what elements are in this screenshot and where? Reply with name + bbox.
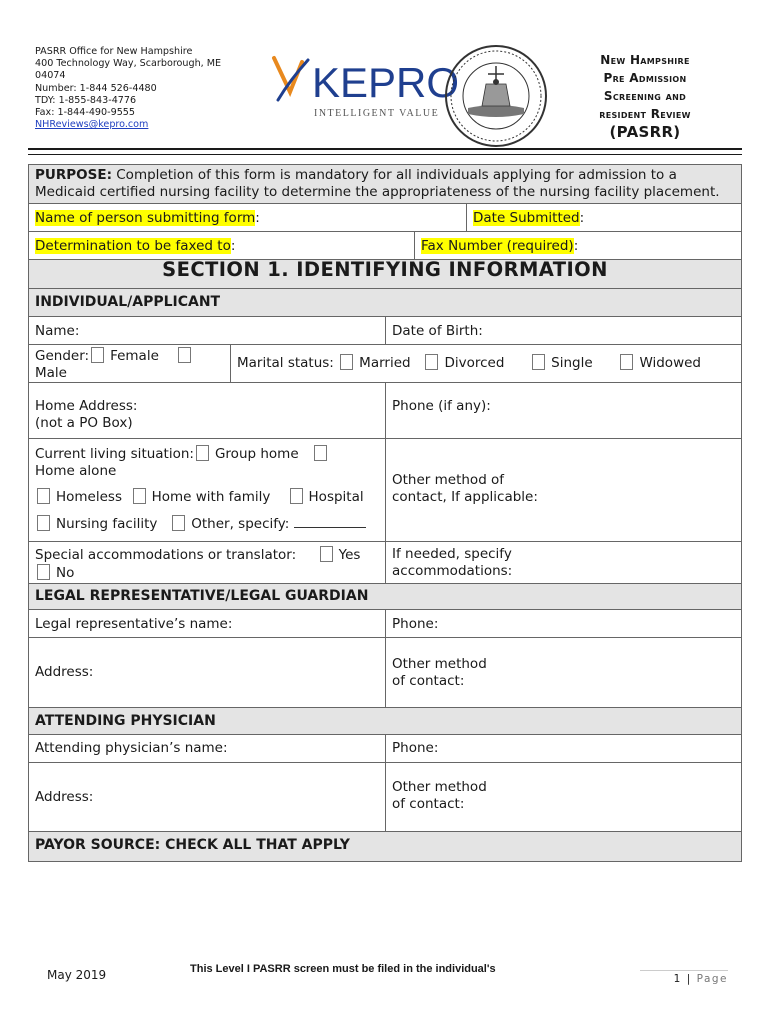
home-family-checkbox[interactable]	[133, 488, 146, 504]
form-title: New Hampshire Pre Admission Screening and resident Review (PASRR)	[599, 53, 691, 141]
footer-note: This Level I PASRR screen must be filed in the individual's	[190, 963, 496, 975]
legal-header-row	[29, 583, 741, 609]
physician-name-field[interactable]: Attending physician’s name:	[35, 740, 228, 756]
header-divider-thin	[28, 154, 742, 155]
other-contact-field[interactable]: Other method of contact, If applicable:	[385, 439, 741, 541]
logo-tagline: INTELLIGENT VALUE	[314, 108, 440, 119]
no-checkbox[interactable]	[37, 564, 50, 580]
home-alone-checkbox[interactable]	[314, 445, 327, 461]
yes-checkbox[interactable]	[320, 546, 333, 562]
nursing-facility-checkbox[interactable]	[37, 515, 50, 531]
purpose-text: PURPOSE: Completion of this form is mandatory for all individuals applying for admission to a Medicaid certified nursing facility to determine the appropriateness of the nursing facility placement.	[35, 167, 720, 200]
individual-header: INDIVIDUAL/APPLICANT	[35, 294, 221, 310]
office-fax: Fax: 1-844-490-9555	[35, 107, 136, 119]
legal-phone-field[interactable]: Phone:	[385, 610, 741, 637]
header-divider	[28, 148, 742, 150]
accommodations-specify-field[interactable]: If needed, specify accommodations:	[385, 542, 741, 583]
divorced-checkbox[interactable]	[425, 354, 438, 370]
submitter-row	[29, 203, 741, 231]
home-address-field[interactable]: Home Address: (not a PO Box)	[35, 398, 138, 431]
married-checkbox[interactable]	[340, 354, 353, 370]
fax-row	[29, 231, 741, 259]
living-situation-field: Current living situation: Group home Home alone Homeless Home with family Hospital Nursing facility Other, specify:	[29, 439, 385, 541]
office-street: 400 Technology Way, Scarborough, ME	[35, 58, 222, 70]
phone-any-field[interactable]: Phone (if any):	[385, 383, 741, 438]
office-zip: 04074	[35, 70, 66, 82]
submitter-field[interactable]: Name of person submitting form:	[35, 210, 260, 226]
gender-marital-row	[29, 344, 741, 382]
section1-title: SECTION 1. IDENTIFYING INFORMATION	[162, 258, 608, 281]
payor-header-row	[29, 831, 741, 861]
marital-status-field: Marital status: Married Divorced Single Widowed	[230, 345, 741, 382]
page-number: 1 | Page	[640, 970, 728, 985]
physician-other-contact-field[interactable]: Other method of contact:	[385, 763, 741, 831]
name-dob-row	[29, 316, 741, 344]
widowed-checkbox[interactable]	[620, 354, 633, 370]
other-specify-input[interactable]	[294, 516, 366, 528]
physician-header-row	[29, 707, 741, 734]
kepro-logo	[268, 50, 460, 120]
legal-header: LEGAL REPRESENTATIVE/LEGAL GUARDIAN	[35, 588, 369, 604]
female-checkbox[interactable]	[91, 347, 104, 363]
footer-date: May 2019	[47, 968, 107, 982]
legal-name-row	[29, 609, 741, 637]
physician-header: ATTENDING PHYSICIAN	[35, 713, 216, 729]
legal-address-row	[29, 637, 741, 707]
individual-header-row	[29, 288, 741, 316]
physician-address-field[interactable]: Address:	[35, 789, 94, 805]
hospital-checkbox[interactable]	[290, 488, 303, 504]
single-checkbox[interactable]	[532, 354, 545, 370]
nh-state-seal	[444, 44, 548, 148]
purpose-row	[29, 165, 741, 203]
physician-phone-field[interactable]: Phone:	[385, 735, 741, 762]
section1-title-row	[29, 259, 741, 288]
living-situation-row	[29, 438, 741, 541]
accommodations-row	[29, 541, 741, 583]
other-specify-checkbox[interactable]	[172, 515, 185, 531]
date-submitted-field[interactable]: Date Submitted:	[466, 204, 741, 231]
pasrr-form	[28, 164, 742, 862]
physician-address-row	[29, 762, 741, 831]
office-tdy: TDY: 1-855-843-4776	[35, 94, 137, 106]
group-home-checkbox[interactable]	[196, 445, 209, 461]
applicant-name-field[interactable]: Name:	[35, 323, 80, 339]
legal-address-field[interactable]: Address:	[35, 664, 94, 680]
homeless-checkbox[interactable]	[37, 488, 50, 504]
office-name: PASRR Office for New Hampshire	[35, 46, 193, 57]
fax-number-field[interactable]: Fax Number (required):	[414, 232, 741, 259]
payor-header: PAYOR SOURCE: CHECK ALL THAT APPLY	[35, 837, 350, 853]
male-checkbox[interactable]	[178, 347, 191, 363]
dob-field[interactable]: Date of Birth:	[385, 317, 741, 344]
gender-field: Gender: Female Male	[29, 345, 230, 382]
address-phone-row	[29, 382, 741, 438]
faxed-to-field[interactable]: Determination to be faxed to:	[35, 238, 236, 254]
special-accommodations-field: Special accommodations or translator: Yes No	[35, 547, 361, 581]
legal-rep-name-field[interactable]: Legal representative’s name:	[35, 616, 233, 632]
office-email-link[interactable]: NHReviews@kepro.com	[35, 119, 149, 131]
office-phone: Number: 1-844 526-4480	[35, 82, 157, 94]
legal-other-contact-field[interactable]: Other method of contact:	[385, 638, 741, 707]
logo-wordmark: KEPRO	[312, 59, 460, 106]
office-address-block	[35, 46, 221, 131]
physician-name-row	[29, 734, 741, 762]
